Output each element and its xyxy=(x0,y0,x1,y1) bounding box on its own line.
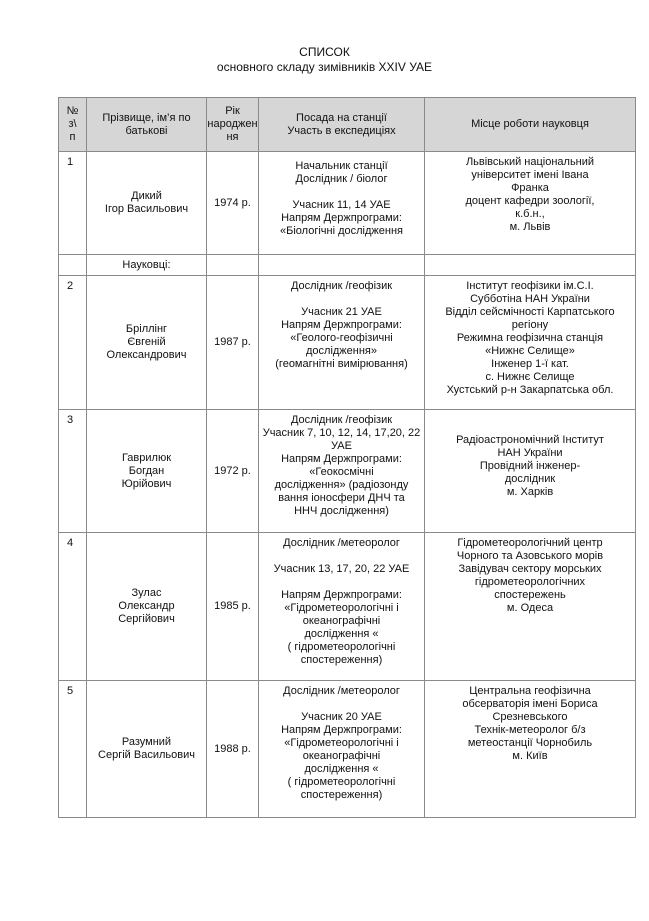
row-name: Зулас Олександр Сергійович xyxy=(87,533,207,681)
row-position: Дослідник /метеоролог Учасник 13, 17, 20, 22 УАЕ Напрям Держпрограми: «Гідрометеорологічні і океанографічні дослідження « ( гідрометеорологічні спостереження) xyxy=(259,533,425,681)
row-name: Бріллінг Євгеній Олександрович xyxy=(87,276,207,410)
document-subtitle: основного складу зимівників XXIV УАЕ xyxy=(216,60,433,74)
row-number: 2 xyxy=(59,276,87,410)
section-row xyxy=(59,255,636,276)
row-number: 5 xyxy=(59,681,87,818)
row-workplace: Центральна геофізична обсерваторія імені Бориса Срезневського Технік-метеоролог б/з метеостанції Чорнобиль м. Київ xyxy=(425,681,636,818)
row-position: Начальник станції Дослідник / біолог Учасник 11, 14 УАЕ Напрям Держпрограми: «Біологічні дослідження xyxy=(259,152,425,255)
row-workplace: Інститут геофізики ім.С.І. Субботіна НАН України Відділ сейсмічності Карпатського регіону Режимна геофізична станція «Нижнє Селище» Інженер 1-ї кат. с. Нижнє Селище Хустський р-н Закарпатська обл. xyxy=(425,276,636,410)
row-workplace: Гідрометеорологічний центр Чорного та Азовського морів Завідувач сектору морських гідрометеорологічних спостережень м. Одеса xyxy=(425,533,636,681)
row-workplace: Львівський національний університет імені Івана Франка доцент кафедри зоології, к.б.н., м. Львів xyxy=(425,152,636,255)
row-number: 1 xyxy=(59,152,87,255)
document-title: СПИСОК xyxy=(299,45,350,59)
header-workplace: Місце роботи науковця xyxy=(425,98,636,152)
header-position: Посада на станції Участь в експедиціях xyxy=(259,98,425,152)
table-row xyxy=(59,410,636,533)
row-number: 3 xyxy=(59,410,87,533)
row-year: 1987 р. xyxy=(207,276,259,410)
header-num: № з\ п xyxy=(59,98,87,152)
header-name: Прізвище, ім’я по батькові xyxy=(87,98,207,152)
row-name: Гаврилюк Богдан Юрійович xyxy=(87,410,207,533)
row-position: Дослідник /геофізик Учасник 7, 10, 12, 14, 17,20, 22 УАЕ Напрям Держпрограми: «Геокосмічні дослідження» (радіозонду вання іоносфери ДНЧ та ННЧ дослідження) xyxy=(259,410,425,533)
row-name: Дикий Ігор Васильович xyxy=(87,152,207,255)
header-year: Рік народжен ня xyxy=(207,98,259,152)
row-position: Дослідник /геофізик Учасник 21 УАЕ Напрям Держпрограми: «Геолого-геофізичні дослідження» (геомагнітні вимірювання) xyxy=(259,276,425,410)
row-position: Дослідник /метеоролог Учасник 20 УАЕ Напрям Держпрограми: «Гідрометеорологічні і океанографічні дослідження « ( гідрометеорологічні спостереження) xyxy=(259,681,425,818)
row-name: Разумний Сергій Васильович xyxy=(87,681,207,818)
section-label: Науковці: xyxy=(87,255,207,276)
row-number: 4 xyxy=(59,533,87,681)
table-row xyxy=(59,152,636,255)
table-row xyxy=(59,681,636,818)
header-row xyxy=(59,98,636,152)
row-year: 1985 р. xyxy=(207,533,259,681)
row-year: 1974 р. xyxy=(207,152,259,255)
table-row xyxy=(59,276,636,410)
row-year: 1972 р. xyxy=(207,410,259,533)
table-row xyxy=(59,533,636,681)
row-workplace: Радіоастрономічний Інститут НАН України Провідний інженер- дослідник м. Харків xyxy=(425,410,636,533)
row-year: 1988 р. xyxy=(207,681,259,818)
crew-table xyxy=(58,97,636,818)
